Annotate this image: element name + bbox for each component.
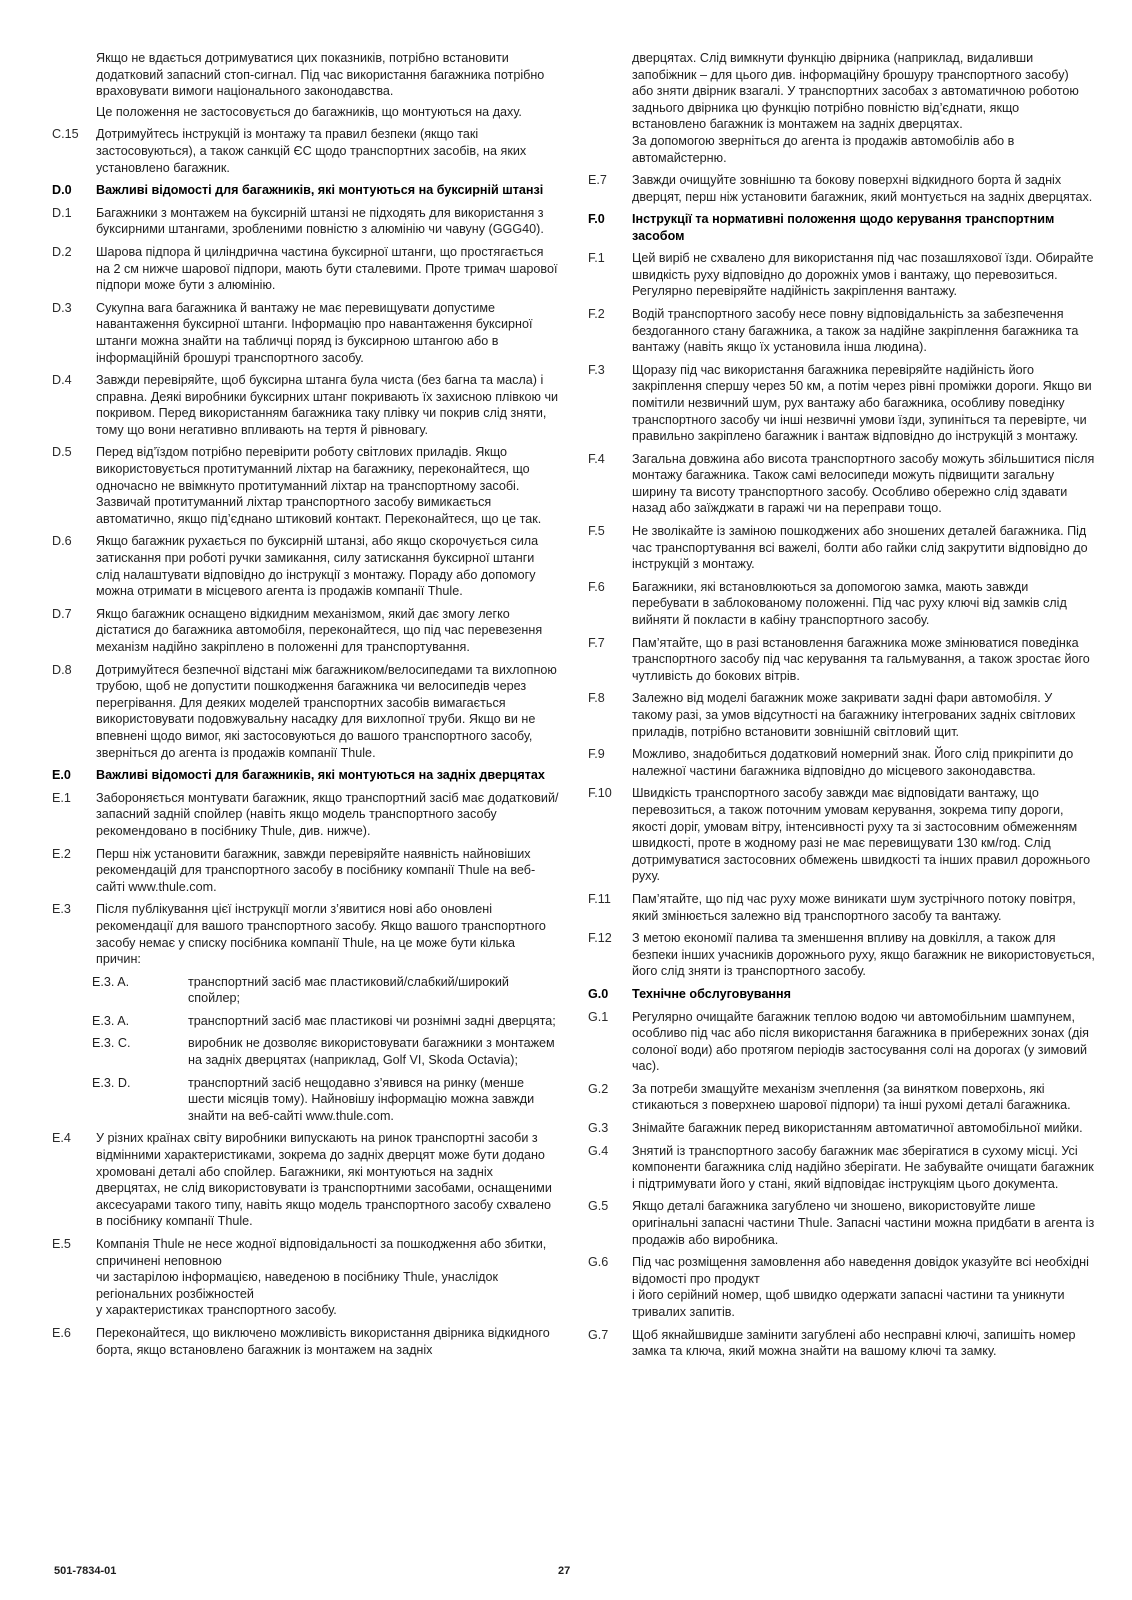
clause-text: Щоразу під час використання багажника перевіряйте надійність його закріплення спершу через 50 км, а потім через рівні проміжки дороги. Якщо ви помітили незвичний шум, рух вантажу або багажника, особливу поведінку транспортного засобу чи інші незвичні умови їзди, зупиніться та перевірте, чи правильно закріплено багажник і вантаж відповідно до інструкцій з монтажу. <box>632 362 1092 444</box>
clause-text: Водій транспортного засобу несе повну відповідальність за забезпечення бездоганного стану багажника, а також за надійне закріплення багажника та вантажу (навіть якщо їх установила інша людина). <box>632 306 1079 355</box>
clause-number: F.8 <box>588 691 605 706</box>
clause-d6 <box>52 533 560 599</box>
clause-text: Знімайте багажник перед використанням автоматичної автомобільної мийки. <box>632 1121 1083 1136</box>
clause-g6 <box>588 1254 1096 1320</box>
clause-text: Не зволікайте із заміною пошкоджених або зношених деталей багажника. Під час транспортування всі важелі, болти або гайки слід закрутити відповідно до інструкцій з монтажу. <box>632 524 1088 572</box>
clause-f3 <box>588 362 1096 445</box>
section-heading-e0 <box>52 767 560 784</box>
clause-number: D.1 <box>52 205 72 220</box>
clause-text-line: Під час розміщення замовлення або наведення довідок указуйте всі необхідні відомості про продукт <box>632 1255 1089 1286</box>
clause-f2 <box>588 306 1096 356</box>
clause-f1 <box>588 250 1096 300</box>
clause-d4 <box>52 372 560 438</box>
clause-text: Можливо, знадобиться додатковий номерний знак. Його слід прикріпити до належної частини багажника відповідно до місцевого законодавства. <box>632 747 1074 778</box>
clause-f9 <box>588 746 1096 779</box>
clause-text: Завжди очищуйте зовнішню та бокову поверхні відкидного борта й задніх дверцят, перш ніж установити багажник, який монтується на задніх дверцятах. <box>632 173 1093 204</box>
clause-number: D.5 <box>52 445 72 460</box>
clause-e6-continued <box>588 50 1096 166</box>
clause-number: F.1 <box>588 251 605 266</box>
clause-number: E.6 <box>52 1325 71 1340</box>
clause-d8 <box>52 662 560 762</box>
clause-text: Після публікування цієї інструкції могли з’явитися нові або оновлені рекомендації для вашого транспортного засобу. Якщо вашого транспортного засобу немає у списку посібника компанії Thule, на це може бути кілька причин: <box>96 902 546 967</box>
list-item <box>92 1035 560 1068</box>
list-item-number: E.3. A. <box>92 974 130 989</box>
clause-text: Переконайтеся, що виключено можливість використання двірника відкидного борта, якщо встановлено багажник із монтажем на задніх <box>96 1325 550 1357</box>
clause-d7 <box>52 606 560 656</box>
clause-number: F.7 <box>588 635 605 650</box>
clause-number: F.12 <box>588 931 612 946</box>
clause-g1 <box>588 1009 1096 1075</box>
clause-number: D.8 <box>52 662 72 677</box>
list-item-number: E.3. C. <box>92 1036 131 1051</box>
clause-text: Цей виріб не схвалено для використання під час позашляхової їзди. Обирайте швидкість руху відповідно до дорожніх умов і вантажу, що перевозиться. Регулярно перевіряйте надійність закріплення вантажу. <box>632 251 1094 299</box>
clause-number: E.2 <box>52 846 71 861</box>
clause-f4 <box>588 451 1096 517</box>
list-item <box>92 1013 560 1030</box>
clause-text: Якщо деталі багажника загублено чи зношено, використовуйте лише оригінальні запасні частини Thule. Запасні частини можна придбати в агента із продажів або виробника. <box>632 1199 1095 1247</box>
clause-number: F.2 <box>588 306 605 321</box>
clause-number: F.9 <box>588 747 605 762</box>
list-item-text: транспортний засіб має пластикові чи рознімні задні дверцята; <box>188 1013 556 1028</box>
list-item <box>92 974 560 1007</box>
list-item-number: E.3. D. <box>92 1075 131 1090</box>
clause-d2 <box>52 244 560 294</box>
clause-number: E.7 <box>588 173 607 188</box>
clause-text: Загальна довжина або висота транспортного засобу можуть збільшитися після монтажу багажника. Також самі велосипеди можуть підвищити загальну ширину та висоту транспортного засобу. Особливо обережно слід здавати назад або заїжджати в гаражі чи на переправи тощо. <box>632 451 1095 516</box>
clause-number: G.7 <box>588 1327 609 1342</box>
clause-number: E.1 <box>52 790 71 805</box>
clause-text-line: у характеристиках транспортного засобу. <box>96 1303 337 1318</box>
clause-text: Пам’ятайте, що в разі встановлення багажника може змінюватися поведінка транспортного засобу під час керування та гальмування, а також зростає його чутливість до бокових вітрів. <box>632 635 1090 683</box>
clause-number: F.6 <box>588 579 605 594</box>
clause-number: E.3 <box>52 902 71 917</box>
clause-text: Забороняється монтувати багажник, якщо транспортний засіб має додатковий/запасний задній спойлер (навіть якщо модель транспортного засобу рекомендовано в посібнику Thule, див. нижче). <box>96 790 559 838</box>
clause-d3 <box>52 300 560 366</box>
clause-text: Пам’ятайте, що під час руху може виникати шум зустрічного потоку повітря, який змінюється залежно від транспортного засобу та вантажу. <box>632 891 1076 923</box>
clause-text: Якщо багажник оснащено відкидним механізмом, який дає змогу легко дістатися до багажника автомобіля, переконайтеся, що під час перевезення механізм надійно закріплено в положенні для транспортування. <box>96 606 543 654</box>
clause-text: Щоб якнайшвидше замінити загублені або несправні ключі, запишіть номер замка та ключа, який можна знайти на вашому ключі та замку. <box>632 1327 1076 1359</box>
intro-paragraph: Якщо не вдається дотримуватися цих показників, потрібно встановити додатковий запасний стоп-сигнал. Під час використання багажника потрібно враховувати вимоги національного законодавства. <box>96 51 545 99</box>
section-number: G.0 <box>588 986 609 1001</box>
section-heading-f0 <box>588 211 1096 244</box>
clause-text: Багажники з монтажем на буксирній штанзі не підходять для використання з буксирними штангами, зробленими повністю з алюмінію чи чавуну (GGG40). <box>96 205 544 237</box>
document-code: 501-7834-01 <box>54 1565 117 1577</box>
clause-g4 <box>588 1143 1096 1193</box>
clause-d5 <box>52 444 560 527</box>
clause-e4 <box>52 1130 560 1230</box>
clause-text: Шарова підпора й циліндрична частина буксирної штанги, що простягається на 2 см нижче шарової підпори, мають бути сталевими. Проте тримач шарової підпори може бути з алюмінію. <box>96 244 558 293</box>
clause-number: D.4 <box>52 373 72 388</box>
clause-text-line: дверцятах. Слід вимкнути функцію двірника (наприклад, видаливши запобіжник – для цього див. інформаційну брошуру транспортного засобу) <box>632 51 1069 82</box>
clause-e3 <box>52 901 560 1124</box>
clause-text: Знятий із транспортного засобу багажник має зберігатися в сухому місці. Усі компоненти багажника слід надійно зберігати. Не забувайте очищати багажник і підтримувати його у стані, який відповідає інструкціям цього документа. <box>632 1143 1094 1191</box>
clause-e6 <box>52 1325 560 1358</box>
clause-text: Сукупна вага багажника й вантажу не має перевищувати допустиме навантаження буксирної штанги. Інформацію про навантаження буксирної штанги можна знайти на табличці поряд із буксирною штангою або в інформаційній брошурі транспортного засобу. <box>96 300 533 365</box>
clause-text: Швидкість транспортного засобу завжди має відповідати вантажу, що перевозиться, а також поточним умовам керування, зокрема типу дороги, якості доріг, умовам вітру, інтенсивності руху та зі застосовним обмеженням швидкості, проте в жодному разі не має перевищувати 130 км/год. Слід дотримуватися застосовних обмежень швидкості та інших правил дорожнього руху. <box>632 786 1091 884</box>
clause-number: F.3 <box>588 362 605 377</box>
clause-number: C.15 <box>52 127 79 142</box>
clause-f7 <box>588 635 1096 685</box>
clause-f11 <box>588 891 1096 924</box>
clause-number: F.4 <box>588 451 605 466</box>
clause-number: G.4 <box>588 1143 609 1158</box>
clause-number: E.5 <box>52 1237 71 1251</box>
clause-text-line: За допомогою зверніться до агента із продажів автомобілів або в автомайстерню. <box>632 133 1015 165</box>
section-number: D.0 <box>52 183 72 198</box>
intro-paragraph: Це положення не застосовується до багажників, що монтуються на даху. <box>96 104 522 119</box>
clause-number: G.6 <box>588 1255 609 1270</box>
clause-text-line: Компанія Thule не несе жодної відповідальності за пошкодження або збитки, спричинені неповною <box>96 1237 547 1268</box>
clause-f8 <box>588 690 1096 740</box>
list-item-text: транспортний засіб нещодавно з’явився на ринку (менше шести місяців тому). Найновішу інформацію можна завжди знайти на веб-сайті www.thule.com. <box>188 1075 535 1123</box>
clause-text: Якщо багажник рухається по буксирній штанзі, або якщо скорочується сила затискання при роботі ручки замикання, силу затискання буксирної штанги слід налаштувати відповідно до інструкції з монтажу. Пораду або допомогу можна отримати в місцевого агента із продажів компанії Thule. <box>96 534 539 599</box>
reason-list <box>92 974 560 1125</box>
clause-number: D.3 <box>52 300 72 315</box>
clause-number: D.6 <box>52 534 72 549</box>
clause-text: Залежно від моделі багажник може закривати задні фари автомобіля. У такому разі, за умов відсутності на багажнику інтегрованих задніх світлових приладів, потрібно встановити зовнішній світловий щит. <box>632 691 1076 739</box>
clause-e7 <box>588 172 1096 205</box>
clause-text-line: або зняти двірник взагалі. У транспортних засобах з автоматичною роботою заднього двірника цю функцію потрібно повністю від’єднати, якщо встановлено багажник із монтажем на задніх дверцятах. <box>632 84 1079 132</box>
clause-text: З метою економії палива та зменшення впливу на довкілля, а також для безпеки інших учасників дорожнього руху, якщо багажник не використовується, його слід зняти із транспортного засобу. <box>632 931 1095 979</box>
section-title: Технічне обслуговування <box>632 986 791 1001</box>
clause-number: F.10 <box>588 786 612 801</box>
right-column <box>588 50 1096 1366</box>
clause-g2 <box>588 1081 1096 1114</box>
list-item <box>92 1075 560 1125</box>
clause-text-line: і його серійний номер, щоб швидко одержати запасні частини та уникнути тривалих запитів. <box>632 1288 1065 1319</box>
clause-number: F.11 <box>588 891 611 906</box>
section-heading-g0 <box>588 986 1096 1003</box>
clause-text: У різних країнах світу виробники випускають на ринок транспортні засоби з відмінними характеристиками, зокрема до задніх дверцят може бути додано хромовані деталі або спойлер. Багажники, які монтуються на задніх дверцятах, не слід використовувати із транспортними засобами, оснащеними аксесуарами такого типу, навіть якщо модель транспортного засобу схвалено в посібнику компанії Thule. <box>96 1131 552 1229</box>
clause-g7 <box>588 1327 1096 1360</box>
clause-number: G.2 <box>588 1081 609 1096</box>
section-number: E.0 <box>52 768 71 783</box>
clause-f12 <box>588 930 1096 980</box>
clause-text: За потреби змащуйте механізм зчеплення (за винятком поверхонь, які стикаються з поверхнею шарової підпори) та інші рухомі деталі багажника. <box>632 1081 1071 1113</box>
clause-number: D.7 <box>52 606 72 621</box>
clause-number: D.2 <box>52 244 72 259</box>
clause-text: Завжди перевіряйте, щоб буксирна штанга була чиста (без багна та масла) і справна. Деякі виробники буксирних штанг покривають їх захисною плівкою чи покривом. Перед використанням багажника таку плівку чи покрив слід зняти, тому що вони негативно впливають на тертя й рівновагу. <box>96 373 559 437</box>
clause-number: E.4 <box>52 1131 71 1146</box>
intro-paragraphs <box>52 50 560 120</box>
section-number: F.0 <box>588 212 605 227</box>
list-item-text: транспортний засіб має пластиковий/слабкий/широкий спойлер; <box>188 974 509 1006</box>
section-title: Інструкції та нормативні положення щодо керування транспортним засобом <box>632 212 1055 243</box>
section-title: Важливі відомості для багажників, які монтуються на буксирній штанзі <box>96 183 544 198</box>
section-heading-d0 <box>52 182 560 199</box>
clause-text-line: чи застарілою інформацією, наведеною в посібнику Thule, унаслідок регіональних розбіжностей <box>96 1270 499 1301</box>
clause-text: Багажники, які встановлюються за допомогою замка, мають завжди перебувати в заблокованому положенні. Під час руху ключі від замків слід вийняти й покласти в кабіну транспортного засобу. <box>632 579 1067 628</box>
clause-f5 <box>588 523 1096 573</box>
clause-e1 <box>52 790 560 840</box>
clause-text: Дотримуйтеся безпечної відстані між багажником/велосипедами та вихлопною трубою, щоб не допустити пошкодження багажника чи велосипедів через перегрівання. Для деяких моделей транспортних засобів вимагається використовувати подовжувальну насадку для вихлопної труби. Якщо ви не впевнені щодо вимог, які застосовуються до вашого транспортного засобу, зверніться до агента із продажів компанії Thule. <box>96 662 557 760</box>
clause-text: Перед від’їздом потрібно перевірити роботу світлових приладів. Якщо використовується протитуманний ліхтар на багажнику, переконайтеся, що одночасно не ввімкнуто протитуманний ліхтар на транспортному засобі. Зазвичай протитуманний ліхтар транспортного засобу вимикається автоматично, якщо під’єднано штиковий контакт. Переконайтеся, що це так. <box>96 445 542 526</box>
clause-text: Регулярно очищайте багажник теплою водою чи автомобільним шампунем, особливо під час або після використання багажника в прибережних зонах (дія солоної води) або протягом періодів застосування солі на дорогах (у зимовий час). <box>632 1009 1089 1074</box>
clause-text: Дотримуйтесь інструкцій із монтажу та правил безпеки (якщо такі застосовуються), а також санкцій ЄС щодо транспортних засобів, на яких установлено багажник. <box>96 127 527 175</box>
clause-g5 <box>588 1198 1096 1248</box>
clause-text: Перш ніж установити багажник, завжди перевіряйте наявність найновіших рекомендацій для транспортного засобу в посібнику компанії Thule на веб-сайті www.thule.com. <box>96 846 536 894</box>
clause-f6 <box>588 579 1096 629</box>
page-number: 27 <box>558 1565 571 1577</box>
clause-c15 <box>52 126 560 176</box>
clause-number: F.5 <box>588 524 605 539</box>
clause-d1 <box>52 205 560 238</box>
section-title: Важливі відомості для багажників, які монтуються на задніх дверцятах <box>96 768 545 783</box>
list-item-number: E.3. A. <box>92 1013 130 1028</box>
clause-e2 <box>52 846 560 896</box>
clause-e5 <box>52 1236 560 1319</box>
list-item-text: виробник не дозволяє використовувати багажники з монтажем на задніх дверцятах (наприклад, Golf VI, Skoda Octavia); <box>188 1036 555 1068</box>
left-column <box>52 50 560 1364</box>
clause-g3 <box>588 1120 1096 1137</box>
clause-number: G.3 <box>588 1121 609 1136</box>
clause-f10 <box>588 785 1096 885</box>
clause-number: G.1 <box>588 1009 609 1024</box>
clause-number: G.5 <box>588 1199 609 1214</box>
